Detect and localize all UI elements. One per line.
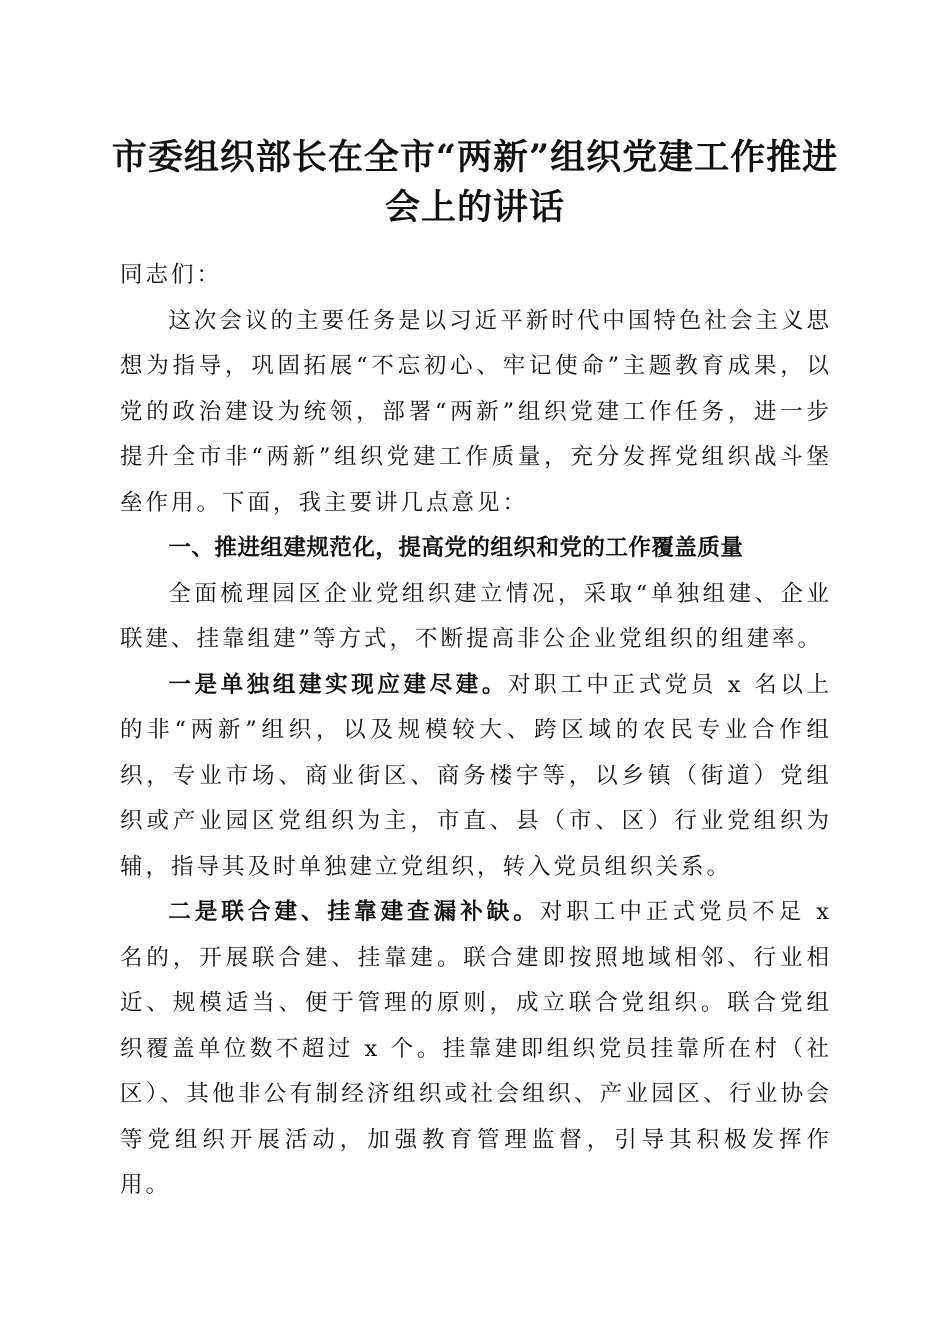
section-overview-paragraph: 全面梳理园区企业党组织建立情况，采取“单独组建、企业联建、挂靠组建”等方式，不断提高非公企业党组织的组建率。 <box>120 580 832 652</box>
point-one-paragraph <box>120 663 832 891</box>
section-heading: 一、推进组建规范化，提高党的组织和党的工作覆盖质量 <box>168 535 744 561</box>
point-two-text: 对职工中正式党员不足 x 名的，开展联合建、挂靠建。联合建即按照地域相邻、行业相近、规模适当、便于管理的原则，成立联合党组织。联合党组织覆盖单位数不超过 x 个。挂靠建即组织党员挂靠所在村（社区）、其他非公有制经济组织或社会组织、产业园区、行业协会等党组织开展活动，加强教育管理监督，引导其积极发挥作用。 <box>120 899 832 1198</box>
document-title: 市委组织部长在全市“两新”组织党建工作推进会上的讲话 <box>111 137 839 228</box>
point-two-lead: 二是联合建、挂靠建查漏补缺。 <box>168 899 540 925</box>
document-body <box>120 253 832 1209</box>
point-one-text: 对职工中正式党员 x 名以上的非“两新”组织，以及规模较大、跨区域的农民专业合作组织，专业市场、商业街区、商务楼宇等，以乡镇（街道）党组织或产业园区党组织为主，市直、县（市、区）行业党组织为辅，指导其及时单独建立党组织，转入党员组织关系。 <box>120 671 832 880</box>
intro-paragraph: 这次会议的主要任务是以习近平新时代中国特色社会主义思想为指导，巩固拓展“不忘初心、牢记使命”主题教育成果，以党的政治建设为统领，部署“两新”组织党建工作任务，进一步提升全市非“两新”组织党建工作质量，充分发挥党组织战斗堡垒作用。下面，我主要讲几点意见： <box>120 307 832 516</box>
point-two-paragraph <box>120 890 832 1209</box>
salutation: 同志们： <box>120 262 223 288</box>
point-one-lead: 一是单独组建实现应建尽建。 <box>168 671 508 698</box>
